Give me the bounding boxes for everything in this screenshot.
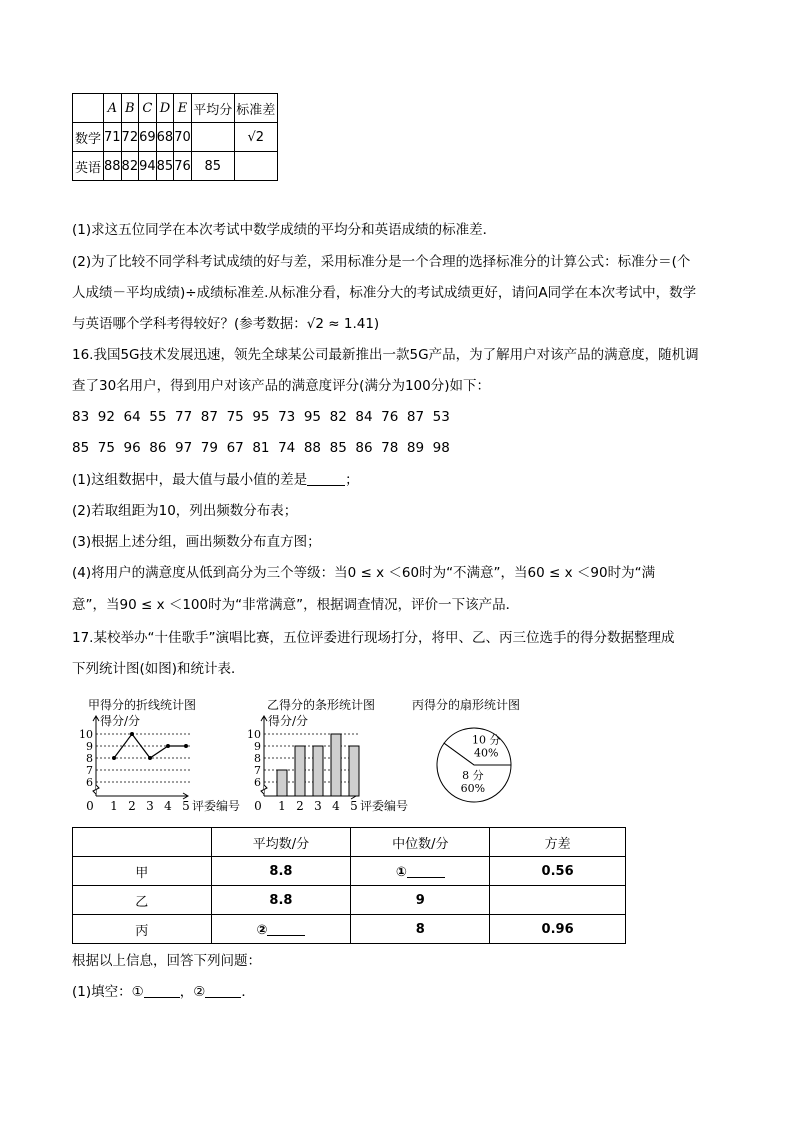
header-cell: E [174,94,192,123]
variance-cell: 0.56 [490,857,626,886]
q16-part4-line2: 意”，当90 ≤ x ＜100时为“非常满意”，根据调查情况，评价一下该产品． [72,597,520,613]
score-cell: 88 [104,152,122,181]
mean-cell [211,915,351,944]
answer-blank [144,983,180,998]
answer-blank [407,863,445,878]
header-cell: 中位数/分 [351,828,490,857]
header-cell: 平均数/分 [211,828,351,857]
header-cell: 平均分 [191,94,234,123]
mean-cell: 8.8 [211,857,351,886]
y-axis-label: 得分/分 [268,714,309,728]
stats-table-header [73,828,626,857]
x-tick-label: 4 [332,799,340,813]
header-cell: C [139,94,157,123]
circled-two: ② [256,922,268,938]
stats-table [72,827,626,944]
mean-cell [191,123,234,152]
q15-part2-line3: 与英语哪个学科考得较好？(参考数据：√2 ≈ 1.41) [72,316,380,332]
score-cell: 85 [156,152,174,181]
q15-part1: (1)求这五位同学在本次考试中数学成绩的平均分和英语成绩的标准差． [72,222,497,238]
score-cell: 94 [139,152,157,181]
y-tick-label: 6 [86,776,93,789]
score-cell: 70 [174,123,192,152]
x-tick-label: 0 [86,799,94,813]
y-tick-label: 10 [79,728,93,741]
x-tick-label: 0 [254,799,262,813]
pie-chart [432,726,516,804]
score-table [72,93,278,181]
q16-intro-line2: 查了30名用户，得到用户对该产品的满意度评分(满分为100分)如下： [72,378,490,394]
x-axis-label: 评委编号 [360,799,409,813]
q17-fill [72,982,255,1002]
y-tick-label: 7 [86,764,93,777]
header-cell: D [156,94,174,123]
y-tick-label: 8 [86,752,93,765]
contestant-cell: 丙 [73,915,212,944]
bar-chart [240,714,416,820]
x-tick-label: 2 [128,799,136,813]
header-cell: 方差 [490,828,626,857]
x-tick-label: 1 [110,799,118,813]
table-row [73,915,626,944]
table-row [73,886,626,915]
slice-percent-label: 40% [474,746,499,760]
answer-blank [307,471,345,486]
x-tick-label: 5 [350,799,358,813]
score-cell: 82 [121,152,139,181]
x-tick-label: 1 [278,799,286,813]
q16-part3: (3)根据上述分组，画出频数分布直方图； [72,534,321,550]
score-cell: 72 [121,123,139,152]
data-point [166,744,170,748]
header-cell: 标准差 [234,94,277,123]
score-cell: 68 [156,123,174,152]
x-axis-label: 评委编号 [192,799,241,813]
subject-cell: 数学 [73,123,104,152]
q15-part2-line2: 人成绩－平均成绩)÷成绩标准差.从标准分看，标准分大的考试成绩更好，请问A同学在本次考试中，数学 [72,285,697,301]
axis-break-mark [261,785,267,794]
header-cell [73,828,212,857]
q16-intro-line1: 16.我国5G技术发展迅速，领先全球某公司最新推出一款5G产品，为了解用户对该产品的满意度，随机调 [72,347,699,363]
score-cell: 71 [104,123,122,152]
answer-blank [267,921,305,936]
q16-data-row1: 83 92 64 55 77 87 75 95 73 95 82 84 76 87 53 [72,409,450,425]
slice-label: 10 分 [472,733,501,747]
q16-data-row2: 85 75 96 86 97 79 67 81 74 88 85 86 78 89 98 [72,440,450,456]
header-cell: B [121,94,139,123]
bar-chart-title: 乙得分的条形统计图 [267,698,376,712]
axis-break-mark [93,785,99,794]
slice-percent-label: 60% [460,781,486,795]
median-cell: 8 [351,915,490,944]
answer-blank [205,983,241,998]
q17-fill-text: (1)填空：① [72,984,144,1000]
score-cell: 69 [139,123,157,152]
bar [331,734,341,796]
data-point [130,732,134,736]
data-point [148,756,152,760]
bar [349,746,359,796]
subject-cell: 英语 [73,152,104,181]
q16-part4-line1: (4)将用户的满意度从低到高分为三个等级：当0 ≤ x ＜60时为“不满意”，当60 ≤ x ＜90时为“满 [72,565,656,581]
mean-cell: 8.8 [211,886,351,915]
variance-cell: 0.96 [490,915,626,944]
contestant-cell: 甲 [73,857,212,886]
score-table-header [73,94,278,123]
pie-chart-title: 丙得分的扇形统计图 [412,698,521,712]
q16-part2: (2)若取组距为10，列出频数分布表； [72,503,298,519]
slice-label: 8 分 [462,768,484,782]
contestant-cell: 乙 [73,886,212,915]
x-tick-label: 3 [314,799,322,813]
y-axis-label: 得分/分 [100,714,141,728]
q16-part1-text: (1)这组数据中，最大值与最小值的差是 [72,472,308,488]
y-tick-label: 9 [254,740,261,753]
variance-cell [490,886,626,915]
table-row [73,152,278,181]
bar [277,770,287,796]
score-cell: 76 [174,152,192,181]
x-tick-label: 5 [182,799,190,813]
q16-part1-end: ； [345,472,359,488]
header-cell: A [104,94,122,123]
bar [313,746,323,796]
x-tick-label: 3 [146,799,154,813]
sd-cell [234,152,277,181]
x-tick-label: 2 [296,799,304,813]
mean-cell: 85 [191,152,234,181]
line-chart-title: 甲得分的折线统计图 [88,698,197,712]
circled-one: ① [395,864,407,880]
median-cell: 9 [351,886,490,915]
y-tick-label: 8 [254,752,261,765]
q17-intro-line2: 下列统计图(如图)和统计表． [72,661,245,677]
sd-cell: √2 [234,123,277,152]
x-tick-label: 4 [164,799,172,813]
q17-closing: 根据以上信息，回答下列问题： [72,953,261,969]
median-cell [351,857,490,886]
q17-intro-line1: 17.某校举办“十佳歌手”演唱比赛，五位评委进行现场打分，将甲、乙、丙三位选手的得分数据整理成 [72,630,675,646]
line-chart [72,714,248,820]
y-tick-label: 10 [247,728,261,741]
y-tick-label: 6 [254,776,261,789]
data-point [184,744,188,748]
q16-part1 [72,470,359,490]
y-tick-label: 9 [86,740,93,753]
data-point [112,756,116,760]
y-tick-label: 7 [254,764,261,777]
header-cell [73,94,104,123]
table-row [73,857,626,886]
q15-part2-line1: (2)为了比较不同学科考试成绩的好与差，采用标准分是一个合理的选择标准分的计算公式：标准分＝(个 [72,254,691,270]
q17-fill-end: ． [241,984,255,1000]
table-row [73,123,278,152]
q17-fill-mid: ，② [179,984,206,1000]
bar [295,746,305,796]
